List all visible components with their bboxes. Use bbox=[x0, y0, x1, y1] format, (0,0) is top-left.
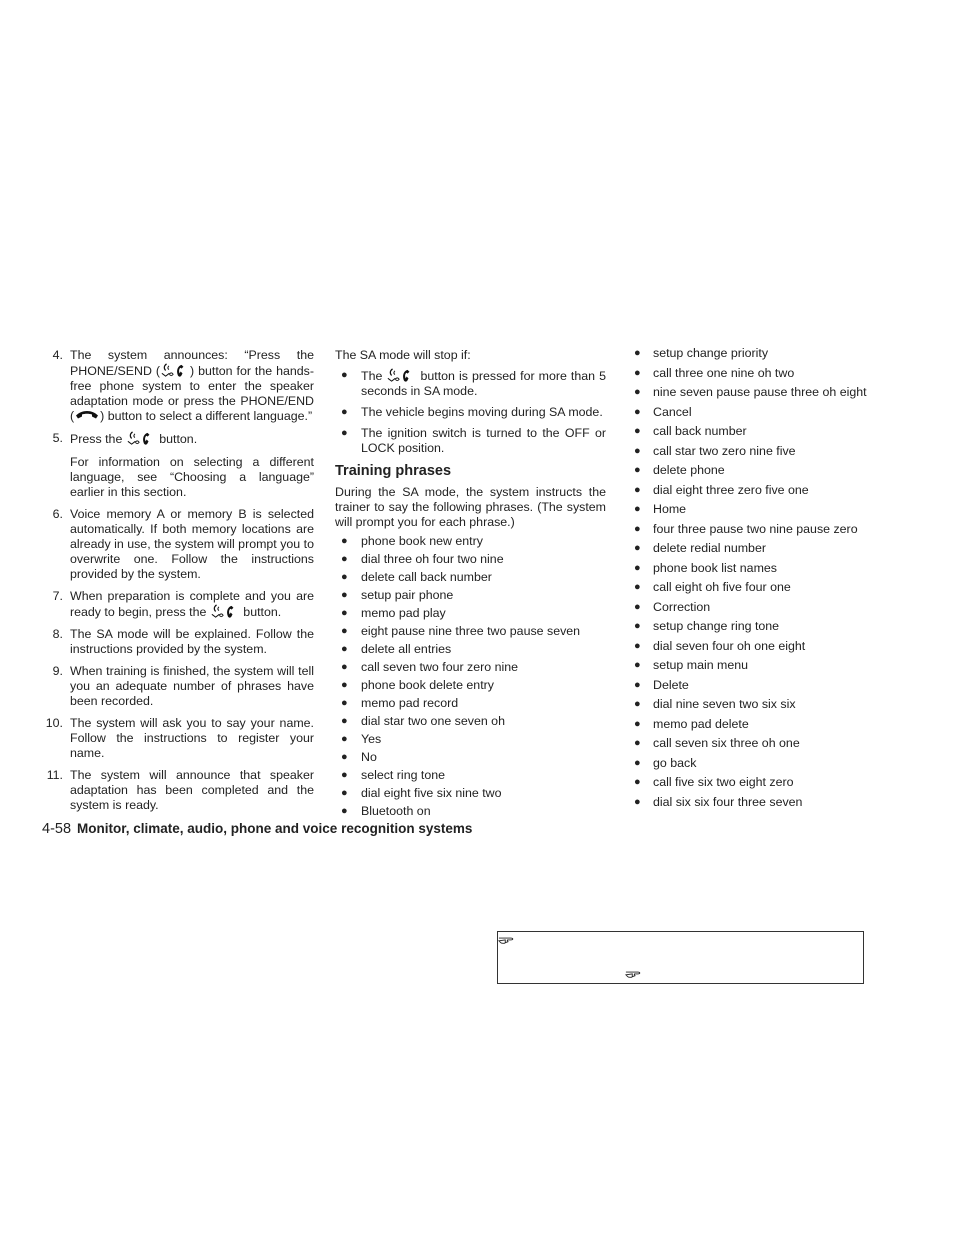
list-item: ● The ignition switch is turned to the OFF or LOCK position. bbox=[341, 426, 606, 455]
list-item bbox=[632, 463, 882, 478]
list-item bbox=[632, 756, 882, 771]
phrase-text: delete phone bbox=[653, 463, 725, 477]
bullet: ● bbox=[341, 571, 348, 583]
bullet: ● bbox=[634, 776, 641, 788]
phrase-text: dial eight three zero five one bbox=[653, 482, 809, 497]
step-number: 7. bbox=[52, 589, 63, 603]
phrase-list-b bbox=[632, 346, 882, 810]
phone-send-icon bbox=[210, 604, 240, 619]
pointing-hand-icon bbox=[498, 933, 518, 945]
list-item bbox=[335, 606, 606, 621]
phrase-text: eight pause nine three two pause seven bbox=[361, 624, 581, 638]
bullet: ● bbox=[634, 795, 641, 808]
list-item bbox=[632, 795, 882, 810]
bullet: ● bbox=[341, 369, 348, 381]
phrase-text: setup change ring tone bbox=[653, 619, 780, 633]
step-text: When training is finished, the system will tell you an adequate number of phrases have been recorded. bbox=[70, 664, 314, 708]
list-item bbox=[632, 619, 882, 634]
phrase-text: call star two zero nine five bbox=[653, 443, 796, 458]
phrase-text: go back bbox=[653, 755, 697, 770]
list-item bbox=[335, 588, 606, 603]
phrase-text: setup main menu bbox=[653, 658, 749, 672]
list-item bbox=[632, 697, 882, 712]
phrase-text: Delete bbox=[653, 677, 689, 692]
phone-end-icon bbox=[74, 409, 100, 422]
phrase-text: delete call back number bbox=[361, 570, 492, 584]
phrase-text: phone book new entry bbox=[361, 534, 483, 548]
sa-stop-conditions bbox=[335, 368, 606, 456]
phrase-text: phone book list names bbox=[653, 560, 777, 575]
section-title: Monitor, climate, audio, phone and voice recognition systems bbox=[77, 821, 473, 836]
bullet: ● bbox=[341, 589, 348, 601]
list-item bbox=[335, 660, 606, 675]
phrase-text: memo pad record bbox=[361, 696, 459, 710]
list-item bbox=[632, 522, 882, 537]
list-item bbox=[335, 804, 606, 819]
bullet: ● bbox=[341, 643, 348, 655]
phrase-text: memo pad delete bbox=[653, 716, 749, 731]
list-item bbox=[335, 786, 606, 801]
phrase-list-a bbox=[335, 534, 606, 819]
list-item bbox=[632, 561, 882, 576]
bullet: ● bbox=[634, 717, 641, 730]
list-item bbox=[632, 580, 882, 595]
bullet: ● bbox=[341, 535, 348, 547]
bullet: ● bbox=[634, 347, 641, 359]
bullet: ● bbox=[341, 607, 348, 619]
bullet: ● bbox=[634, 483, 641, 496]
bullet: ● bbox=[341, 751, 348, 763]
section-paragraph: During the SA mode, the system instructs the trainer to say the following phrases. (The system will prompt you for each phrase.) bbox=[335, 485, 606, 529]
list-item bbox=[335, 696, 606, 711]
list-item: ● The vehicle begins moving during SA mode. bbox=[341, 405, 603, 419]
step-9 bbox=[42, 664, 314, 709]
list-item bbox=[632, 717, 882, 732]
phrase-text: setup change priority bbox=[653, 346, 769, 360]
bullet: ● bbox=[634, 698, 641, 710]
bullet: ● bbox=[341, 805, 348, 817]
step-5 bbox=[42, 431, 314, 500]
list-item bbox=[335, 624, 606, 639]
bullet: ● bbox=[341, 787, 348, 799]
phrase-text: Bluetooth on bbox=[361, 804, 431, 818]
step-number: 5. bbox=[52, 431, 63, 445]
phrase-text: Yes bbox=[361, 732, 382, 746]
phrase-text: delete all entries bbox=[361, 642, 452, 656]
list-item: ● The button is pressed for more than 5 seconds in SA mode. bbox=[341, 369, 606, 398]
bullet: ● bbox=[341, 661, 348, 673]
step-text: When preparation is complete and you are ready to begin, press the button. bbox=[70, 589, 314, 619]
bullet: ● bbox=[341, 679, 348, 691]
bullet: ● bbox=[341, 769, 348, 781]
bullet: ● bbox=[341, 733, 348, 745]
step-text: Press the button. bbox=[70, 432, 198, 446]
phone-send-icon bbox=[386, 368, 416, 383]
phrase-text: Correction bbox=[653, 599, 711, 614]
step-text: The SA mode will be explained. Follow the instructions provided by the system. bbox=[70, 627, 314, 656]
page-footer bbox=[42, 821, 472, 837]
list-item bbox=[632, 658, 882, 673]
phrase-text: call three one nine oh two bbox=[653, 365, 795, 380]
phrase-text: delete redial number bbox=[653, 541, 766, 555]
list-item bbox=[632, 424, 882, 439]
sa-stop-intro: The SA mode will stop if: bbox=[335, 348, 471, 362]
bullet: ● bbox=[341, 697, 348, 709]
step-4 bbox=[42, 348, 314, 424]
step-8 bbox=[42, 627, 314, 657]
phrase-text: call seven two four zero nine bbox=[361, 660, 519, 674]
phrase-text: dial nine seven two six six bbox=[653, 697, 796, 711]
phrase-text: dial three oh four two nine bbox=[361, 552, 504, 566]
list-item bbox=[632, 405, 882, 420]
bullet: ● bbox=[634, 659, 641, 671]
list-item bbox=[632, 366, 882, 381]
list-item bbox=[335, 570, 606, 585]
bullet: ● bbox=[634, 678, 641, 691]
step-number: 9. bbox=[52, 664, 63, 678]
bullet: ● bbox=[634, 561, 641, 574]
step-10 bbox=[42, 716, 314, 761]
bullet: ● bbox=[634, 600, 641, 613]
list-item bbox=[632, 346, 882, 361]
column-left bbox=[42, 348, 314, 820]
step-note: For information on selecting a different language, see “Choosing a language” earlier in this section. bbox=[70, 455, 314, 499]
bullet: ● bbox=[634, 366, 641, 379]
step-text: The system will announce that speaker adaptation has been completed and the system is ready. bbox=[70, 768, 314, 812]
phrase-text: dial six six four three seven bbox=[653, 794, 803, 809]
step-number: 10. bbox=[45, 716, 63, 730]
list-item bbox=[335, 534, 606, 549]
list-item bbox=[632, 385, 882, 400]
phrase-text: nine seven pause pause three oh eight bbox=[653, 385, 867, 399]
bullet: ● bbox=[634, 386, 641, 398]
column-right bbox=[632, 346, 882, 814]
steps-list bbox=[42, 348, 314, 813]
phrase-text: dial eight five six nine two bbox=[361, 786, 502, 800]
step-text: The system announces: “Press the PHONE/SEND ( ) button for the hands-free phone system to enter the speaker adaptation mode or press the PHONE/END ( ) button to select a different language.” bbox=[70, 348, 314, 423]
step-number: 4. bbox=[52, 348, 63, 362]
phrase-text: call seven six three oh one bbox=[653, 736, 800, 750]
bullet: ● bbox=[341, 553, 348, 565]
list-item bbox=[335, 732, 606, 747]
phrase-text: call back number bbox=[653, 424, 747, 438]
bullet: ● bbox=[634, 522, 641, 535]
phrase-text: setup pair phone bbox=[361, 588, 454, 602]
list-item bbox=[632, 600, 882, 615]
phrase-text: select ring tone bbox=[361, 768, 446, 782]
step-number: 11. bbox=[46, 768, 63, 782]
phrase-text: Home bbox=[653, 502, 687, 516]
phrase-text: call five six two eight zero bbox=[653, 775, 794, 789]
phrase-text: No bbox=[361, 750, 377, 764]
step-text: Voice memory A or memory B is selected automatically. If both memory locations are already in use, the system will prompt you to overwrite one. Follow the instructions provided by the system. bbox=[70, 507, 314, 581]
bullet: ● bbox=[341, 625, 348, 637]
list-item bbox=[335, 714, 606, 729]
list-item bbox=[335, 768, 606, 783]
column-middle bbox=[335, 348, 606, 822]
section-heading: Training phrases bbox=[335, 463, 452, 479]
reference-box bbox=[497, 931, 864, 984]
list-item bbox=[632, 639, 882, 654]
list-item bbox=[632, 502, 882, 517]
bullet: ● bbox=[341, 427, 348, 439]
step-11 bbox=[42, 768, 314, 813]
phone-send-icon bbox=[160, 363, 190, 378]
bullet: ● bbox=[634, 581, 641, 593]
list-item bbox=[632, 775, 882, 790]
phone-send-icon bbox=[126, 431, 156, 446]
list-item bbox=[335, 678, 606, 693]
phrase-text: Cancel bbox=[653, 404, 692, 419]
list-item bbox=[335, 642, 606, 657]
step-text: The system will ask you to say your name. Follow the instructions to register your name. bbox=[70, 716, 314, 760]
bullet: ● bbox=[634, 503, 641, 515]
list-item bbox=[632, 678, 882, 693]
phrase-text: dial seven four oh one eight bbox=[653, 638, 806, 653]
bullet: ● bbox=[634, 639, 641, 652]
pointing-hand-icon bbox=[625, 967, 645, 979]
bullet: ● bbox=[634, 425, 641, 437]
list-item bbox=[632, 541, 882, 556]
step-7 bbox=[42, 589, 314, 620]
bullet: ● bbox=[634, 756, 641, 769]
step-6 bbox=[42, 507, 314, 582]
phrase-text: dial star two one seven oh bbox=[361, 714, 505, 728]
step-number: 8. bbox=[52, 627, 63, 641]
bullet: ● bbox=[634, 405, 641, 418]
bullet: ● bbox=[634, 464, 641, 476]
phrase-text: memo pad play bbox=[361, 606, 446, 620]
list-item bbox=[632, 483, 882, 498]
list-item bbox=[335, 750, 606, 765]
list-item bbox=[335, 552, 606, 567]
bullet: ● bbox=[634, 737, 641, 749]
phrase-text: call eight oh five four one bbox=[653, 580, 791, 594]
list-item bbox=[632, 444, 882, 459]
bullet: ● bbox=[634, 620, 641, 632]
bullet: ● bbox=[341, 715, 348, 727]
step-number: 6. bbox=[52, 507, 63, 521]
bullet: ● bbox=[341, 406, 348, 418]
bullet: ● bbox=[634, 542, 641, 554]
list-item bbox=[632, 736, 882, 751]
phrase-text: four three pause two nine pause zero bbox=[653, 521, 858, 536]
page-number: 4-58 bbox=[42, 821, 72, 837]
phrase-text: phone book delete entry bbox=[361, 678, 494, 692]
bullet: ● bbox=[634, 444, 641, 457]
